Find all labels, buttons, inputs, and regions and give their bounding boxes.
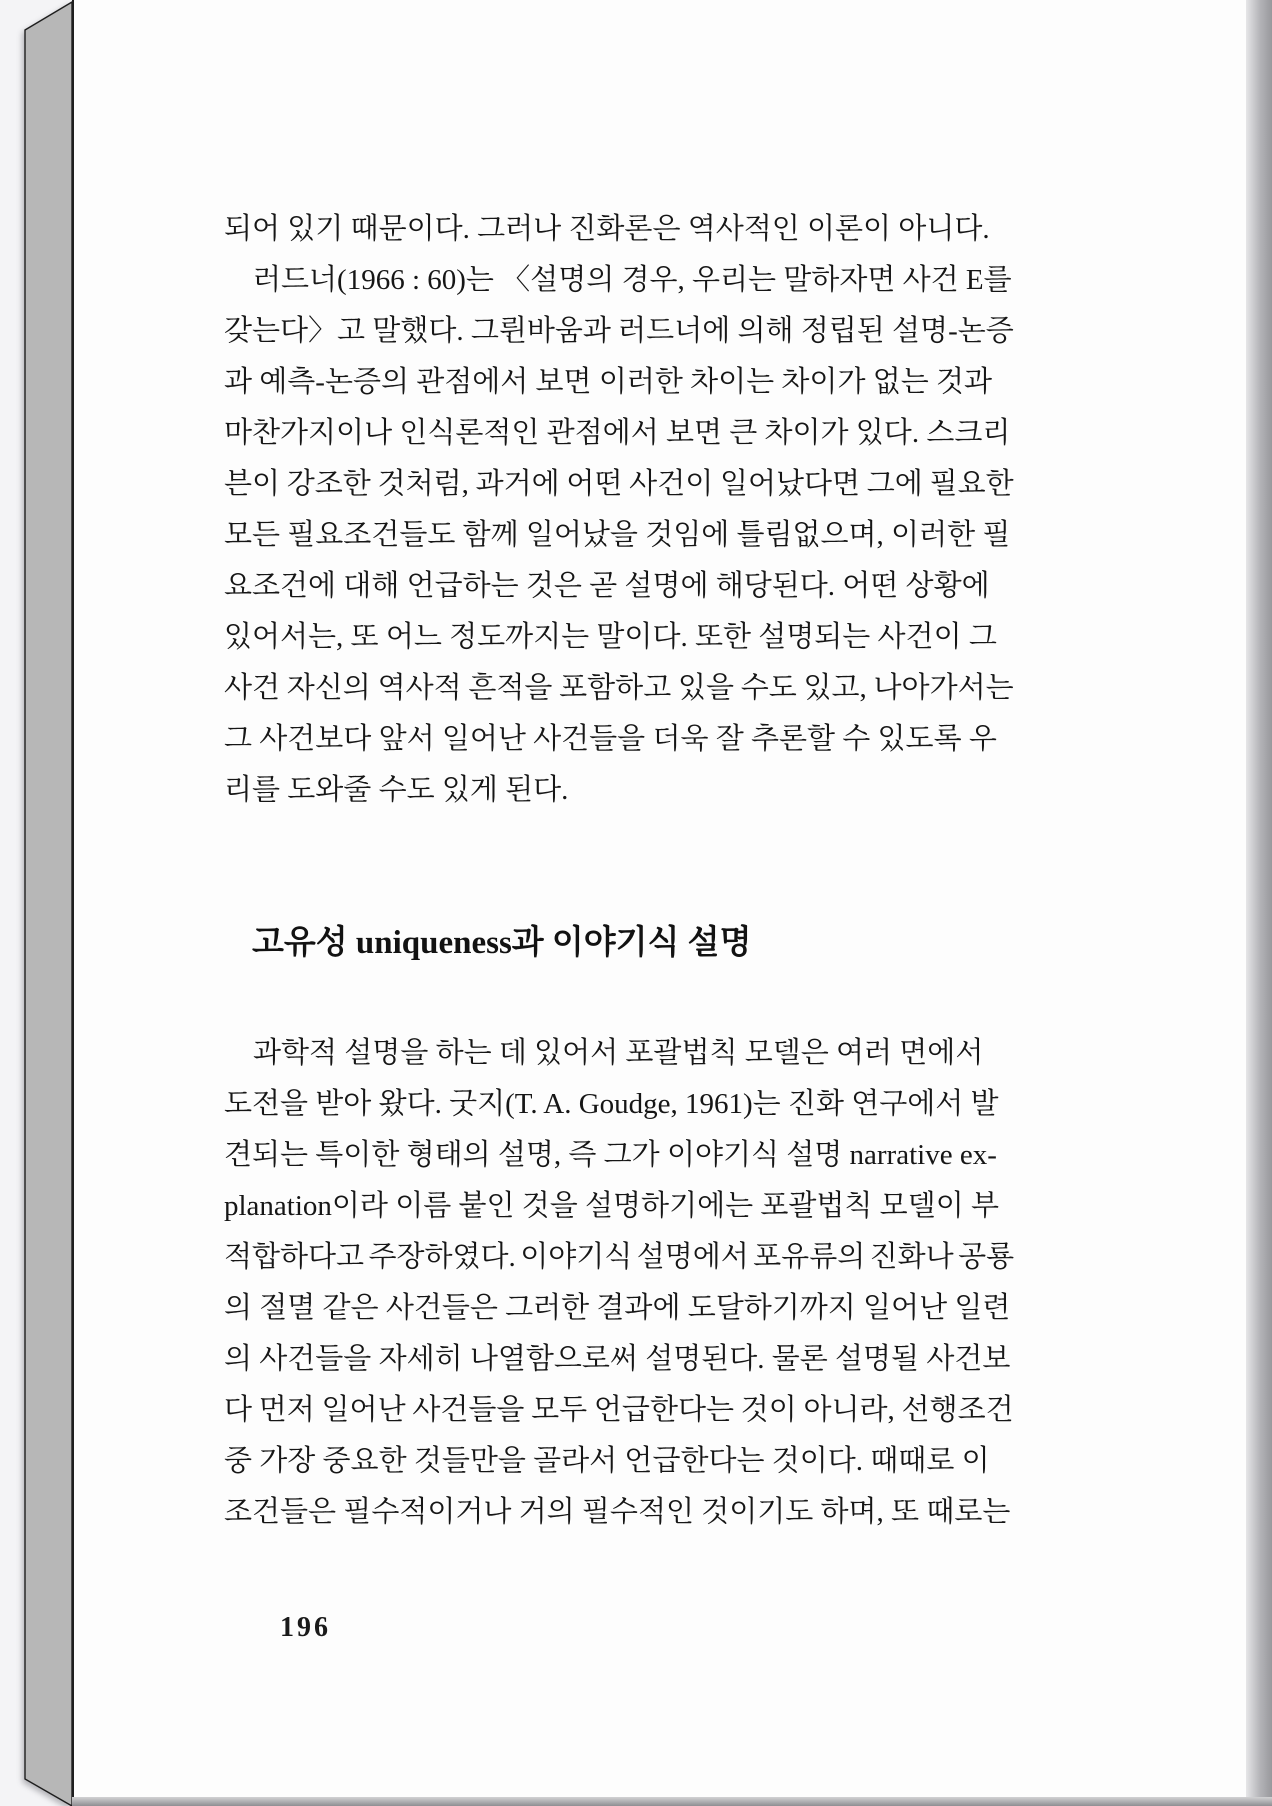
- text-line: 븐이 강조한 것처럼, 과거에 어떤 사건이 일어났다면 그에 필요한: [224, 468, 1014, 500]
- text-line: 의 사건들을 자세히 나열함으로써 설명된다. 물론 설명될 사건보: [224, 1343, 1011, 1375]
- text-line: 갖는다〉고 말했다. 그륀바움과 러드너에 의해 정립된 설명-논증: [224, 315, 1014, 347]
- text-line: 도전을 받아 왔다. 굿지(T. A. Goudge, 1961)는 진화 연구에서 발: [224, 1088, 999, 1120]
- text-line: 조건들은 필수적이거나 거의 필수적인 것이기도 하며, 또 때로는: [224, 1496, 1011, 1528]
- section-heading: 고유성 uniqueness과 이야기식 설명: [252, 925, 752, 961]
- page-bottom-edge: [72, 1797, 1272, 1806]
- text-line: 요조건에 대해 언급하는 것은 곧 설명에 해당된다. 어떤 상황에: [224, 570, 990, 602]
- text-line: 러드너(1966 : 60)는 〈설명의 경우, 우리는 말하자면 사건 E를: [224, 264, 1012, 296]
- body-text-block: [224, 204, 1014, 1538]
- text-line: 의 절멸 같은 사건들은 그러한 결과에 도달하기까지 일어난 일련: [224, 1292, 1011, 1324]
- paragraph-1: [224, 255, 1014, 816]
- text-line: 과학적 설명을 하는 데 있어서 포괄법칙 모델은 여러 면에서: [224, 1037, 984, 1069]
- page-number: 196: [280, 1612, 331, 1643]
- paragraph-prev-end: [224, 204, 1014, 255]
- text-line: 있어서는, 또 어느 정도까지는 말이다. 또한 설명되는 사건이 그: [224, 621, 997, 653]
- text-line: 되어 있기 때문이다. 그러나 진화론은 역사적인 이론이 아니다.: [224, 213, 990, 245]
- text-line: 적합하다고 주장하였다. 이야기식 설명에서 포유류의 진화나 공룡: [224, 1241, 1014, 1273]
- page-sheet: [72, 0, 1246, 1797]
- text-line: 그 사건보다 앞서 일어난 사건들을 더욱 잘 추론할 수 있도록 우: [224, 723, 997, 755]
- text-line: 마찬가지이나 인식론적인 관점에서 보면 큰 차이가 있다. 스크리: [224, 417, 1011, 449]
- text-line: 사건 자신의 역사적 흔적을 포함하고 있을 수도 있고, 나아가서는: [224, 672, 1014, 704]
- paragraph-2: [224, 1028, 1014, 1538]
- text-line: 과 예측-논증의 관점에서 보면 이러한 차이는 차이가 없는 것과: [224, 366, 993, 398]
- text-line: 다 먼저 일어난 사건들을 모두 언급한다는 것이 아니라, 선행조건: [224, 1394, 1014, 1426]
- text-line: 중 가장 중요한 것들만을 골라서 언급한다는 것이다. 때때로 이: [224, 1445, 990, 1477]
- fore-edge-polygon: [25, 2, 72, 1806]
- text-line: planation이라 이름 붙인 것을 설명하기에는 포괄법칙 모델이 부: [224, 1190, 999, 1222]
- text-line: 모든 필요조건들도 함께 일어났을 것임에 틀림없으며, 이러한 필: [224, 519, 1011, 551]
- page-right-edge: [1246, 0, 1272, 1797]
- text-line: 리를 도와줄 수도 있게 된다.: [224, 774, 569, 806]
- text-line: 견되는 특이한 형태의 설명, 즉 그가 이야기식 설명 narrative ex-: [224, 1139, 997, 1171]
